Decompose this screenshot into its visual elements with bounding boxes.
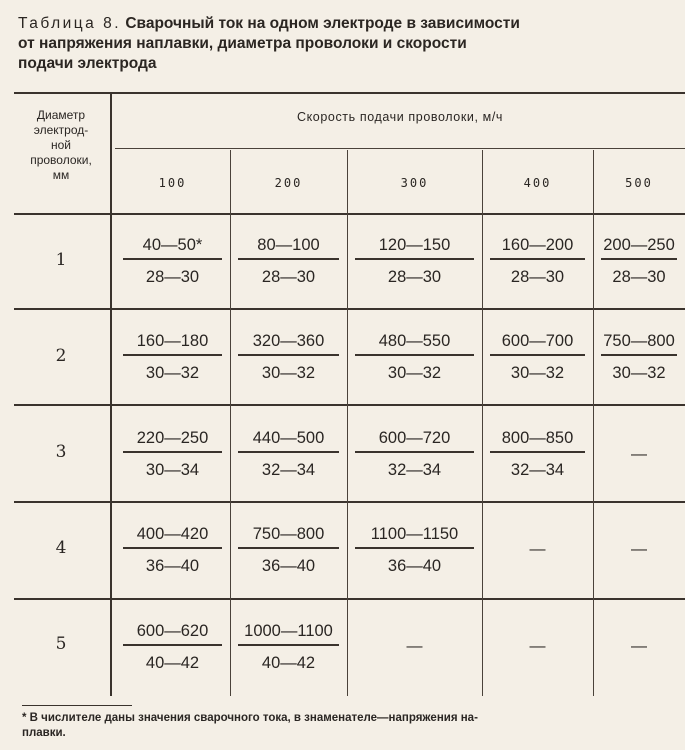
footnote-line-1: * В числителе даны значения сварочного тока, в знаменателе—напряжения на-: [22, 712, 478, 724]
column-rule: [593, 150, 594, 696]
table-cell: 40—50* 28—30: [115, 234, 230, 288]
column-rule: [482, 150, 483, 696]
table-cell: 750—800 36—40: [230, 523, 347, 577]
empty-cell-dash: —: [631, 446, 647, 463]
table-cell: 600—720 32—34: [347, 427, 482, 481]
empty-cell-dash: —: [406, 638, 423, 655]
caption-line-2: от напряжения наплавки, диаметра проволоки и скорости: [18, 35, 467, 52]
table-cell: 480—550 30—32: [347, 330, 482, 384]
table-cell: 440—500 32—34: [230, 427, 347, 481]
diameter-1: 1: [55, 250, 67, 270]
diameter-3: 3: [55, 442, 67, 462]
caption-line-1: Сварочный ток на одном электроде в зависимости: [125, 15, 520, 32]
speed-300: 300: [400, 176, 429, 190]
diameter-2: 2: [55, 346, 67, 366]
empty-cell-dash: —: [631, 638, 647, 655]
table-cell: 1100—1150 36—40: [347, 523, 482, 577]
empty-cell-dash: —: [529, 638, 546, 655]
empty-cell-dash: —: [529, 541, 546, 558]
table-top-rule: [14, 92, 685, 94]
footnote: [22, 711, 682, 741]
speed-400: 400: [523, 176, 552, 190]
footnote-line-2: плавки.: [22, 727, 66, 739]
table-cell: 400—420 36—40: [115, 523, 230, 577]
table-cell: 80—100 28—30: [230, 234, 347, 288]
column-rule: [230, 150, 231, 696]
table-cell: 220—250 30—34: [115, 427, 230, 481]
header-bottom-rule: [14, 213, 685, 215]
speed-500: 500: [625, 176, 653, 190]
empty-cell-dash: —: [631, 541, 647, 558]
column-rule: [347, 150, 348, 696]
speed-100: 100: [158, 176, 187, 190]
row-separator: [14, 598, 685, 600]
diameter-column-rule: [110, 94, 112, 696]
footnote-rule: [22, 705, 132, 706]
diameter-4: 4: [55, 538, 67, 558]
speed-header-rule: [115, 148, 685, 149]
table-cell: 600—620 40—42: [115, 620, 230, 674]
row-separator: [14, 404, 685, 406]
speed-200: 200: [274, 176, 303, 190]
diameter-5: 5: [55, 634, 67, 654]
row-separator: [14, 501, 685, 503]
table-cell: 600—700 30—32: [482, 330, 593, 384]
table-cell: 120—150 28—30: [347, 234, 482, 288]
table-cell: 200—250 28—30: [593, 234, 685, 288]
speed-header: Скорость подачи проволоки, м/ч: [296, 110, 504, 124]
table-cell: 800—850 32—34: [482, 427, 593, 481]
caption-line-3: подачи электрода: [18, 55, 157, 72]
table-cell: 160—200 28—30: [482, 234, 593, 288]
table-cell: 1000—1100 40—42: [230, 620, 347, 674]
table-cell: 750—800 30—32: [593, 330, 685, 384]
table-cell: 320—360 30—32: [230, 330, 347, 384]
table-label: Таблица 8.: [18, 15, 122, 32]
table-cell: 160—180 30—32: [115, 330, 230, 384]
diameter-header: Диаметр электрод- ной проволоки, мм: [30, 108, 92, 182]
table-caption: [18, 14, 678, 74]
row-separator: [14, 308, 685, 310]
